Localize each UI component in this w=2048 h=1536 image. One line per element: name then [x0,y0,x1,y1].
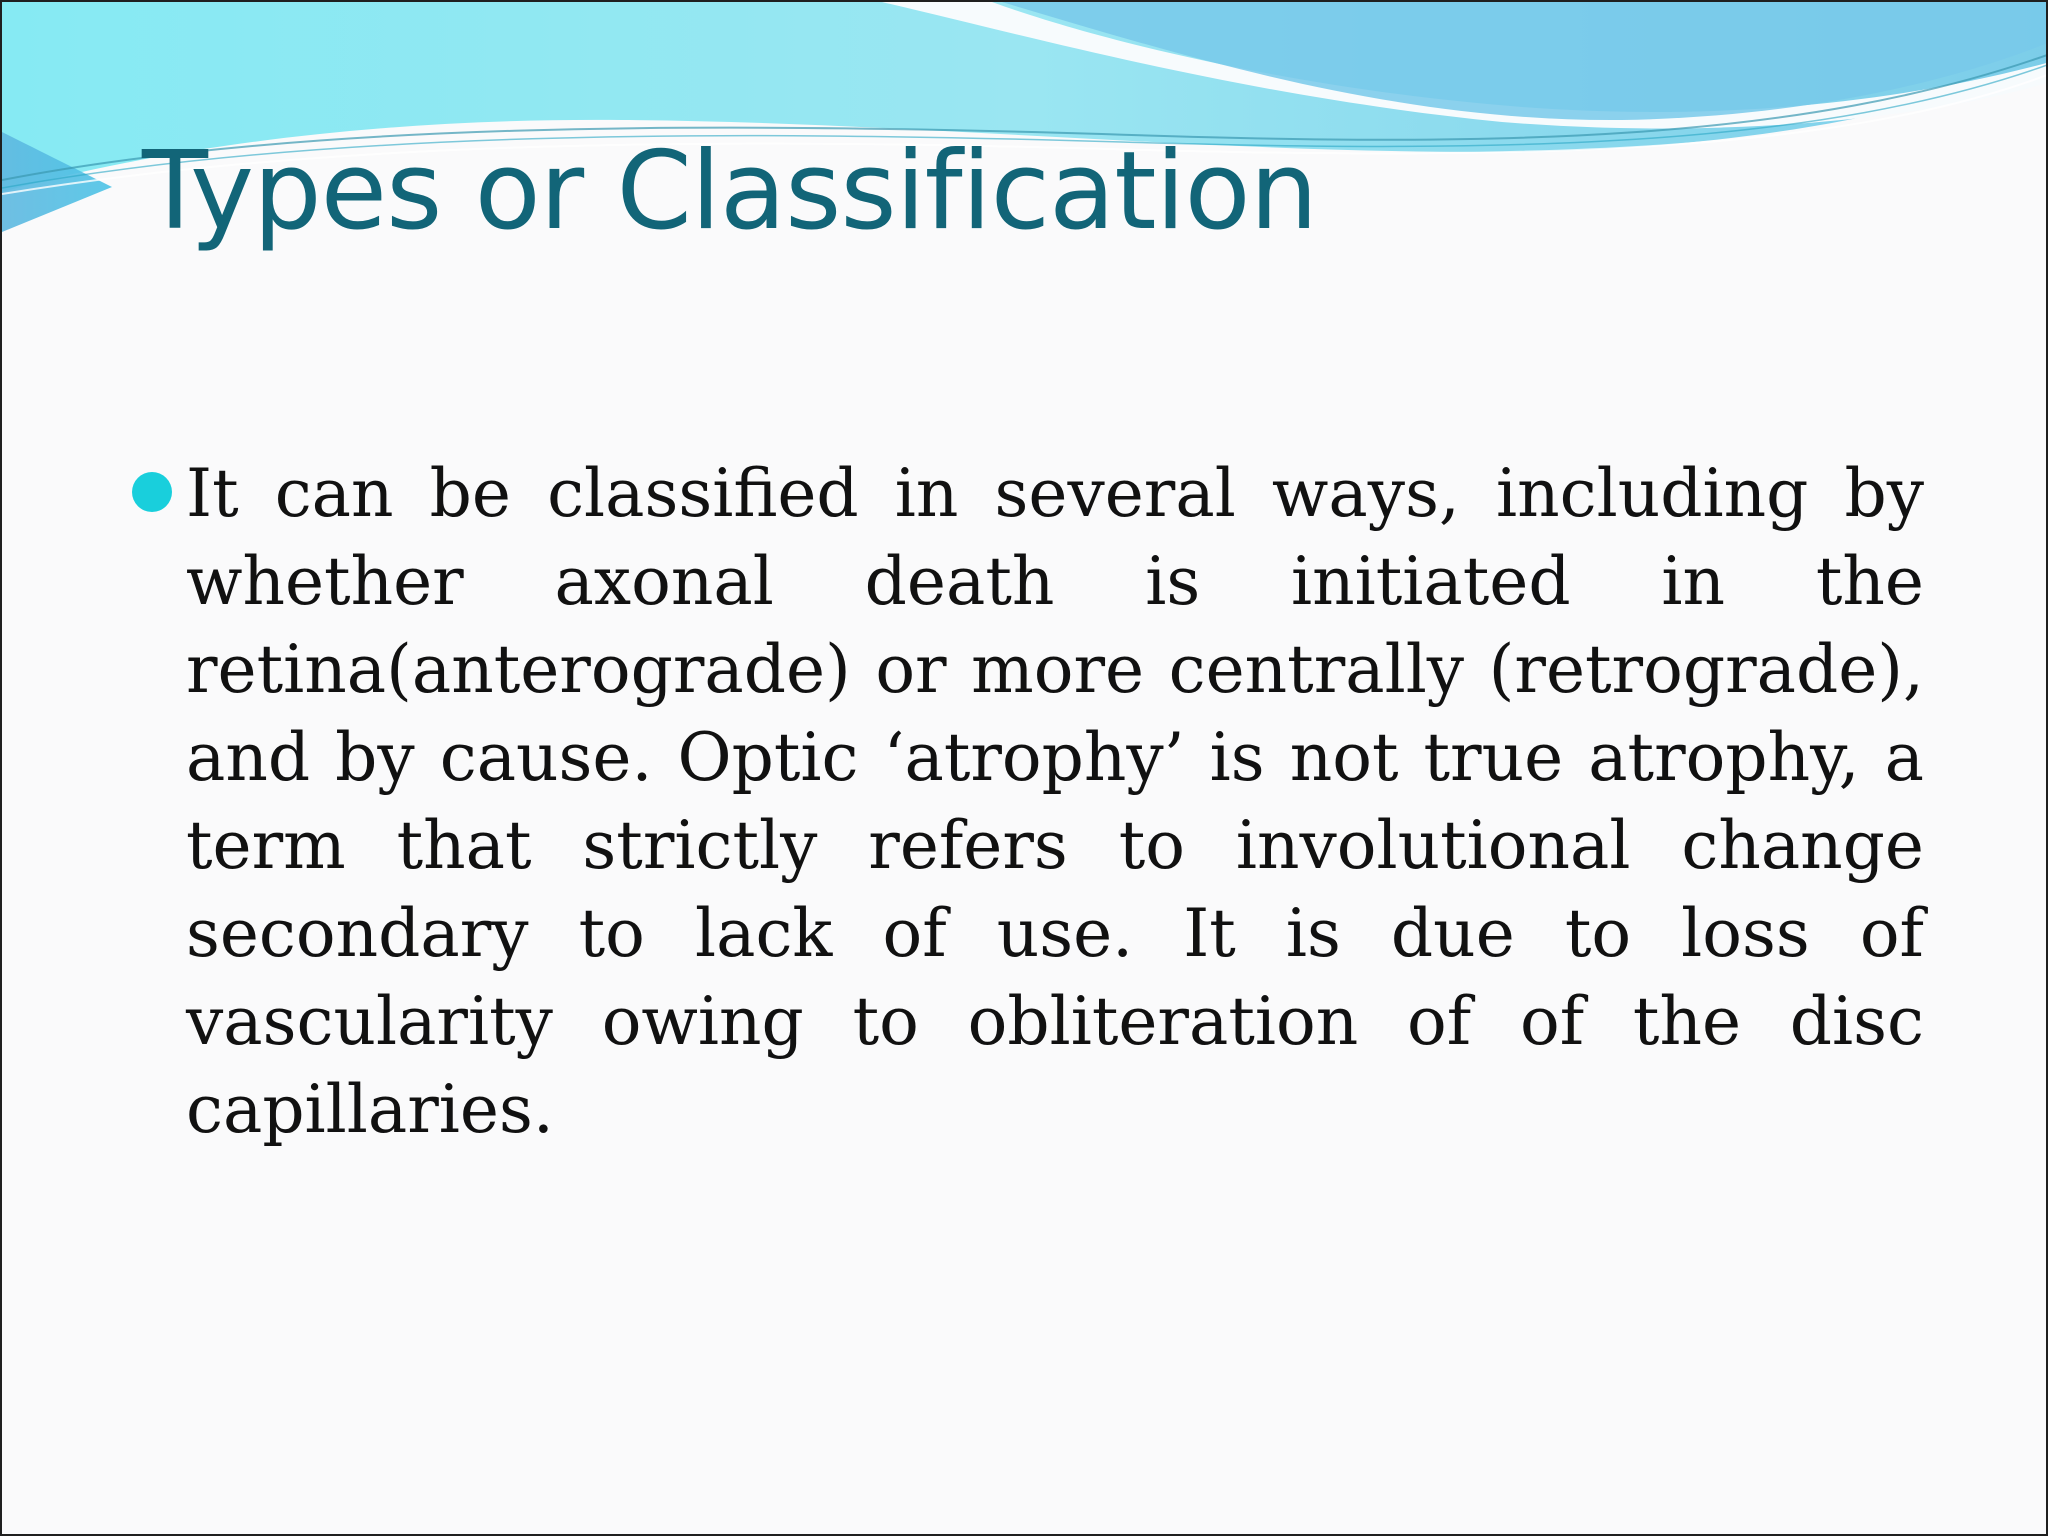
bullet-dot-icon [132,472,172,512]
bullet-item [186,450,1924,1154]
bullet-list [186,450,1924,1154]
bullet-text: It can be classified in several ways, including by whether axonal death is initiated in the retina(anterograde) or more centrally (retrograde), and by cause. Optic ‘atrophy’ is not true atrophy, a term that strictly refers to involutional change secondary to lack of use. It is due to loss of vascularity owing to obliteration of of the disc capillaries. [186,455,1924,1148]
slide-title: Types or Classification [142,129,1318,254]
